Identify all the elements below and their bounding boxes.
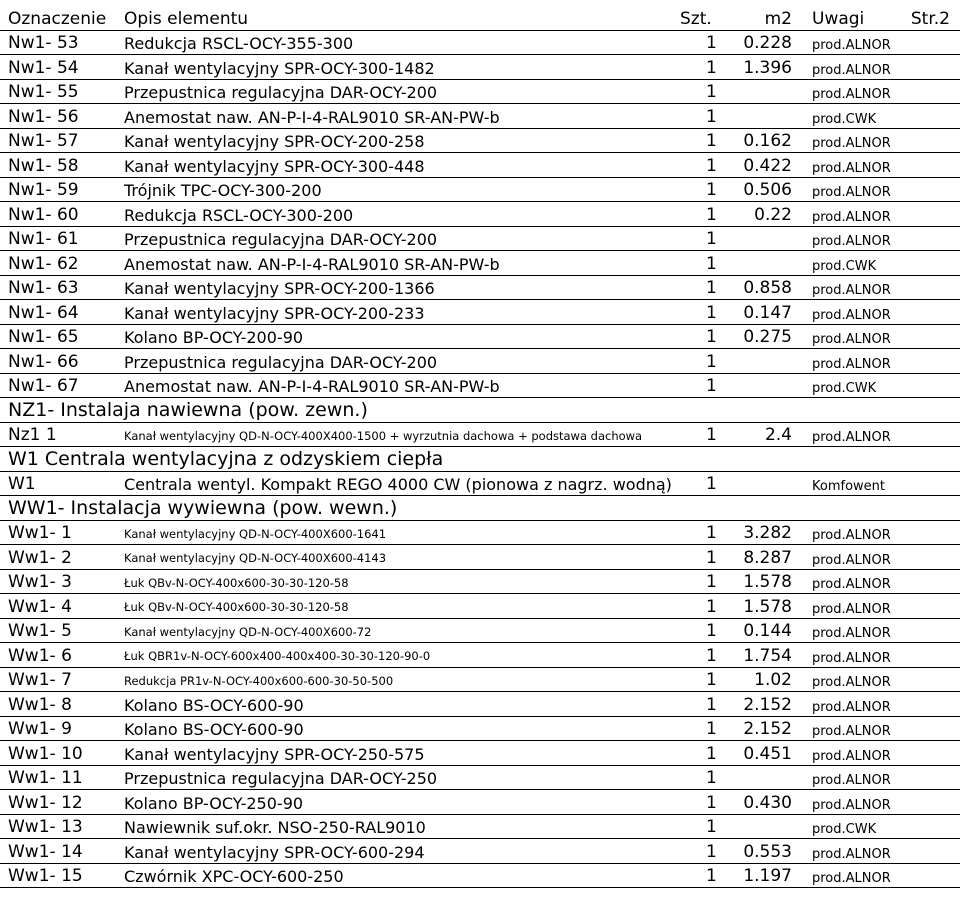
header-desc: Opis elementu xyxy=(124,8,249,29)
item-area: 0.430 xyxy=(743,792,792,813)
table-row xyxy=(0,864,960,889)
table-row xyxy=(0,251,960,276)
item-quantity: 1 xyxy=(706,523,717,543)
item-note: prod.ALNOR xyxy=(812,38,891,53)
item-code: Nw1- 67 xyxy=(8,376,79,396)
section-title: NZ1- Instalaja nawiewna (pow. zewn.) xyxy=(8,398,368,421)
table-row xyxy=(0,178,960,203)
table-row xyxy=(0,594,960,619)
table-row xyxy=(0,643,960,668)
item-description: Przepustnica regulacyjna DAR-OCY-200 xyxy=(124,352,438,372)
item-description: Kanał wentylacyjny SPR-OCY-200-1366 xyxy=(124,279,435,298)
item-code: Nw1- 57 xyxy=(8,131,79,151)
table-row xyxy=(0,349,960,374)
table-row xyxy=(0,521,960,546)
item-description: Kolano BS-OCY-600-90 xyxy=(124,695,304,715)
item-description: Kanał wentylacyjny QD-N-OCY-400X400-1500 + wyrzutnia dachowa + podstawa dachowa xyxy=(124,428,643,443)
item-area: 0.553 xyxy=(743,841,792,862)
item-code: Ww1- 5 xyxy=(8,621,72,641)
item-area: 0.858 xyxy=(743,278,792,298)
item-code: Ww1- 7 xyxy=(8,670,72,690)
item-note: prod.ALNOR xyxy=(812,356,891,372)
item-area: 1.396 xyxy=(743,57,792,78)
item-area: 0.162 xyxy=(743,131,792,151)
table-row xyxy=(0,55,960,80)
item-quantity: 1 xyxy=(706,621,717,641)
item-code: Nw1- 64 xyxy=(8,302,79,323)
item-area: 2.152 xyxy=(743,719,792,739)
table-row xyxy=(0,472,960,497)
item-description: Kanał wentylacyjny SPR-OCY-300-1482 xyxy=(124,58,435,78)
item-code: Ww1- 12 xyxy=(8,792,83,813)
item-code: Ww1- 1 xyxy=(8,523,72,543)
item-description: Kanał wentylacyjny SPR-OCY-600-294 xyxy=(124,842,425,862)
item-code: Ww1- 4 xyxy=(8,596,72,617)
item-code: Nw1- 56 xyxy=(8,106,79,127)
item-description: Czwórnik XPC-OCY-600-250 xyxy=(124,867,344,886)
item-note: prod.ALNOR xyxy=(812,283,891,298)
item-area: 2.4 xyxy=(764,425,792,445)
table-row xyxy=(0,153,960,178)
item-area: 1.02 xyxy=(754,670,792,690)
table-row xyxy=(0,80,960,105)
item-code: Nw1- 62 xyxy=(8,253,79,274)
item-description: Kanał wentylacyjny QD-N-OCY-400X600-1641 xyxy=(124,526,387,541)
item-quantity: 1 xyxy=(706,841,717,862)
item-code: Ww1- 13 xyxy=(8,817,83,837)
section-row xyxy=(0,398,960,423)
item-code: W1 xyxy=(8,474,36,494)
item-quantity: 1 xyxy=(706,866,717,886)
item-description: Kanał wentylacyjny SPR-OCY-200-258 xyxy=(124,132,425,151)
table-row xyxy=(0,276,960,301)
item-quantity: 1 xyxy=(706,792,717,813)
item-note: prod.ALNOR xyxy=(812,699,891,715)
item-description: Redukcja RSCL-OCY-300-200 xyxy=(124,205,354,225)
item-description: Centrala wentyl. Kompakt REGO 4000 CW (pionowa z nagrz. wodną) xyxy=(124,475,672,494)
item-quantity: 1 xyxy=(706,302,717,323)
table-row xyxy=(0,815,960,840)
item-note: prod.CWK xyxy=(812,111,877,127)
item-note: prod.ALNOR xyxy=(812,528,891,543)
item-code: Nw1- 63 xyxy=(8,278,79,298)
item-note: prod.ALNOR xyxy=(812,552,891,568)
item-description: Anemostat naw. AN-P-I-4-RAL9010 SR-AN-PW-b xyxy=(124,107,500,127)
item-code: Ww1- 11 xyxy=(8,768,83,788)
header-qty: Szt. xyxy=(680,8,712,29)
item-description: Kolano BP-OCY-250-90 xyxy=(124,793,304,813)
item-code: Nw1- 66 xyxy=(8,351,79,372)
table-row xyxy=(0,570,960,595)
item-code: Ww1- 15 xyxy=(8,866,83,886)
item-note: prod.ALNOR xyxy=(812,871,891,886)
item-area: 2.152 xyxy=(743,694,792,715)
item-area: 0.228 xyxy=(743,33,792,53)
item-code: Nw1- 58 xyxy=(8,155,79,176)
item-code: Nw1- 60 xyxy=(8,204,79,225)
item-description: Anemostat naw. AN-P-I-4-RAL9010 SR-AN-PW-b xyxy=(124,254,500,274)
item-note: prod.ALNOR xyxy=(812,846,891,862)
item-code: Nz1 1 xyxy=(8,425,57,445)
item-note: prod.ALNOR xyxy=(812,160,891,176)
table-row xyxy=(0,227,960,252)
item-note: prod.ALNOR xyxy=(812,234,891,249)
item-area: 1.754 xyxy=(743,645,792,666)
table-row xyxy=(0,619,960,644)
item-code: Nw1- 59 xyxy=(8,180,79,200)
item-note: prod.ALNOR xyxy=(812,601,891,617)
item-quantity: 1 xyxy=(706,82,717,102)
section-row xyxy=(0,447,960,472)
item-quantity: 1 xyxy=(706,327,717,347)
item-note: prod.ALNOR xyxy=(812,675,891,690)
item-code: Ww1- 10 xyxy=(8,743,83,764)
item-quantity: 1 xyxy=(706,694,717,715)
table-row xyxy=(0,374,960,399)
section-row xyxy=(0,496,960,521)
item-description: Łuk QBv-N-OCY-400x600-30-30-120-58 xyxy=(124,575,349,590)
item-code: Nw1- 61 xyxy=(8,229,79,249)
item-quantity: 1 xyxy=(706,180,717,200)
item-note: prod.ALNOR xyxy=(812,577,891,592)
item-quantity: 1 xyxy=(706,204,717,225)
item-quantity: 1 xyxy=(706,155,717,176)
item-description: Przepustnica regulacyjna DAR-OCY-200 xyxy=(124,230,438,249)
header-note: Uwagi xyxy=(812,8,865,29)
item-description: Przepustnica regulacyjna DAR-OCY-250 xyxy=(124,769,438,788)
item-description: Anemostat naw. AN-P-I-4-RAL9010 SR-AN-PW-b xyxy=(124,377,500,396)
item-code: Ww1- 6 xyxy=(8,645,72,666)
item-quantity: 1 xyxy=(706,719,717,739)
table-row xyxy=(0,717,960,742)
header-code: Oznaczenie xyxy=(8,8,107,29)
table-row xyxy=(0,129,960,154)
item-quantity: 1 xyxy=(706,743,717,764)
item-area: 1.197 xyxy=(743,866,792,886)
item-area: 0.144 xyxy=(743,621,792,641)
item-description: Kolano BS-OCY-600-90 xyxy=(124,720,304,739)
item-note: Komfowent xyxy=(812,479,885,494)
item-quantity: 1 xyxy=(706,817,717,837)
item-note: prod.ALNOR xyxy=(812,650,891,666)
item-area: 0.22 xyxy=(754,204,792,225)
item-quantity: 1 xyxy=(706,425,717,445)
table-row xyxy=(0,790,960,815)
item-description: Łuk QBR1v-N-OCY-600x400-400x400-30-30-120-90-0 xyxy=(124,649,431,663)
table-row xyxy=(0,741,960,766)
table-row xyxy=(0,202,960,227)
item-quantity: 1 xyxy=(706,596,717,617)
section-title: W1 Centrala wentylacyjna z odzyskiem ciepła xyxy=(8,447,444,470)
item-note: prod.ALNOR xyxy=(812,185,891,200)
item-area: 8.287 xyxy=(743,547,792,568)
item-note: prod.CWK xyxy=(812,822,877,837)
item-note: prod.ALNOR xyxy=(812,62,891,78)
item-note: prod.ALNOR xyxy=(812,87,891,102)
item-description: Kanał wentylacyjny SPR-OCY-300-448 xyxy=(124,156,425,176)
item-code: Nw1- 55 xyxy=(8,82,79,102)
table-row xyxy=(0,300,960,325)
item-area: 0.506 xyxy=(743,180,792,200)
item-quantity: 1 xyxy=(706,670,717,690)
item-area: 0.422 xyxy=(743,155,792,176)
item-code: Nw1- 65 xyxy=(8,327,79,347)
item-quantity: 1 xyxy=(706,572,717,592)
item-description: Łuk QBv-N-OCY-400x600-30-30-120-58 xyxy=(124,600,349,614)
item-code: Ww1- 14 xyxy=(8,841,83,862)
item-area: 0.275 xyxy=(743,327,792,347)
item-area: 0.147 xyxy=(743,302,792,323)
item-note: prod.CWK xyxy=(812,381,877,396)
item-description: Redukcja RSCL-OCY-355-300 xyxy=(124,34,354,53)
header-m2: m2 xyxy=(764,8,792,29)
item-description: Nawiewnik suf.okr. NSO-250-RAL9010 xyxy=(124,818,426,837)
item-description: Kolano BP-OCY-200-90 xyxy=(124,328,304,347)
item-description: Kanał wentylacyjny SPR-OCY-250-575 xyxy=(124,744,425,764)
item-quantity: 1 xyxy=(706,131,717,151)
item-quantity: 1 xyxy=(706,768,717,788)
item-area: 3.282 xyxy=(743,523,792,543)
item-description: Kanał wentylacyjny QD-N-OCY-400X600-4143 xyxy=(124,551,387,565)
item-description: Kanał wentylacyjny SPR-OCY-200-233 xyxy=(124,303,425,323)
table-row xyxy=(0,545,960,570)
item-quantity: 1 xyxy=(706,106,717,127)
item-quantity: 1 xyxy=(706,229,717,249)
table-row xyxy=(0,31,960,56)
item-area: 0.451 xyxy=(743,743,792,764)
item-note: prod.ALNOR xyxy=(812,724,891,739)
item-note: prod.ALNOR xyxy=(812,136,891,151)
table-row xyxy=(0,104,960,129)
item-area: 1.578 xyxy=(743,596,792,617)
table-row xyxy=(0,325,960,350)
item-code: Ww1- 3 xyxy=(8,572,72,592)
item-code: Ww1- 2 xyxy=(8,547,72,568)
header-row xyxy=(0,6,960,31)
item-note: prod.ALNOR xyxy=(812,773,891,788)
item-note: prod.ALNOR xyxy=(812,209,891,225)
item-quantity: 1 xyxy=(706,376,717,396)
item-quantity: 1 xyxy=(706,474,717,494)
item-quantity: 1 xyxy=(706,33,717,53)
item-code: Ww1- 8 xyxy=(8,694,72,715)
item-note: prod.ALNOR xyxy=(812,332,891,347)
table-row xyxy=(0,668,960,693)
section-title: WW1- Instalacja wywiewna (pow. wewn.) xyxy=(8,496,398,519)
item-area: 1.578 xyxy=(743,572,792,592)
item-code: Nw1- 54 xyxy=(8,57,79,78)
item-note: prod.CWK xyxy=(812,258,877,274)
item-description: Przepustnica regulacyjna DAR-OCY-200 xyxy=(124,83,438,102)
item-quantity: 1 xyxy=(706,547,717,568)
item-description: Kanał wentylacyjny QD-N-OCY-400X600-72 xyxy=(124,624,372,639)
table-row xyxy=(0,766,960,791)
item-note: prod.ALNOR xyxy=(812,748,891,764)
item-note: prod.ALNOR xyxy=(812,626,891,641)
item-quantity: 1 xyxy=(706,253,717,274)
item-code: Nw1- 53 xyxy=(8,33,79,53)
table-row xyxy=(0,423,960,448)
page-number: Str.2 xyxy=(910,8,950,29)
item-note: prod.ALNOR xyxy=(812,797,891,813)
item-quantity: 1 xyxy=(706,351,717,372)
item-note: prod.ALNOR xyxy=(812,430,891,445)
item-description: Redukcja PR1v-N-OCY-400x600-600-30-50-500 xyxy=(124,673,394,688)
item-description: Trójnik TPC-OCY-300-200 xyxy=(124,181,322,200)
item-quantity: 1 xyxy=(706,645,717,666)
table-row xyxy=(0,692,960,717)
table-row xyxy=(0,839,960,864)
item-quantity: 1 xyxy=(706,278,717,298)
item-quantity: 1 xyxy=(706,57,717,78)
item-note: prod.ALNOR xyxy=(812,307,891,323)
item-code: Ww1- 9 xyxy=(8,719,72,739)
